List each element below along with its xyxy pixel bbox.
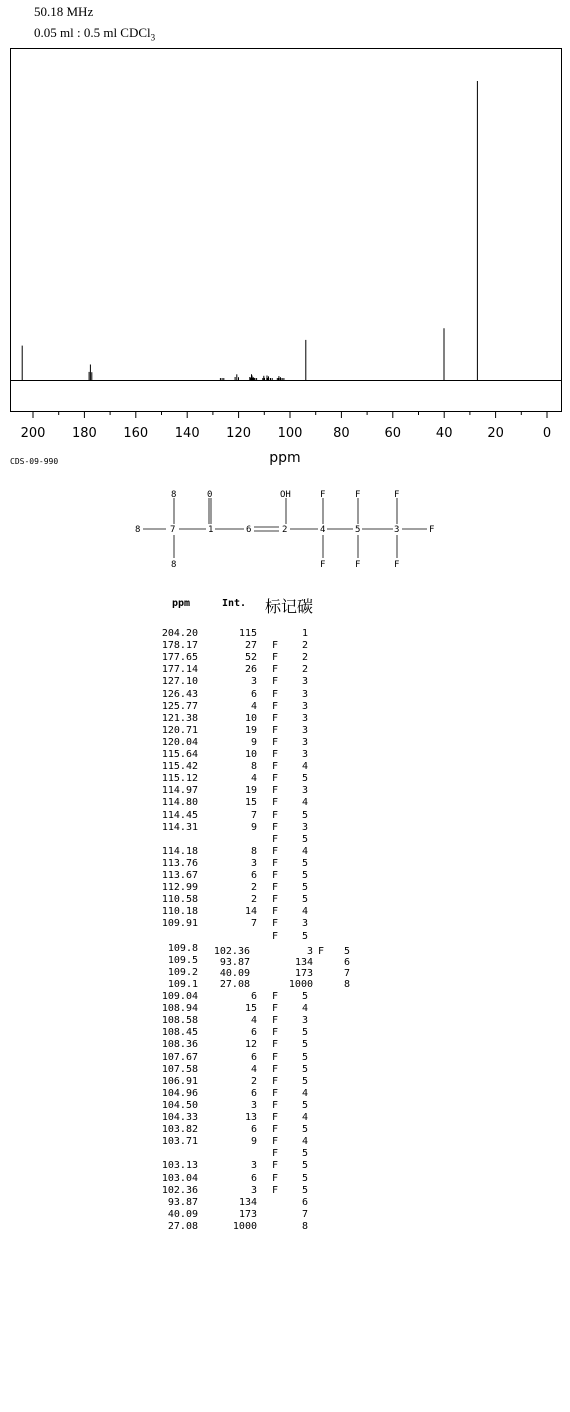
intensity-cell: 115 bbox=[238, 628, 257, 639]
fluorine-cell: F bbox=[272, 870, 279, 881]
fluorine-cell: F bbox=[272, 894, 279, 906]
carbon-cell: 5 bbox=[302, 1099, 309, 1111]
atom-label: F bbox=[320, 560, 326, 570]
carbon-cell: 5 bbox=[302, 1051, 309, 1063]
col-header-ppm: ppm bbox=[172, 598, 191, 609]
atom-label: 3 bbox=[394, 525, 400, 535]
overlay-intensity-cell: 3 bbox=[306, 946, 313, 957]
fluorine-cell: F bbox=[272, 1184, 279, 1196]
x-tick-label-160: 160 bbox=[123, 426, 149, 441]
carbon-cell: 5 bbox=[302, 1184, 309, 1196]
carbon-cell: 4 bbox=[302, 797, 309, 809]
ppm-cell: 178.17 bbox=[161, 640, 198, 652]
fluorine-cell: F bbox=[272, 1099, 279, 1111]
intensity-cell: 7 bbox=[250, 918, 257, 930]
carbon-cell: 5 bbox=[302, 809, 309, 821]
carbon-cell: 2 bbox=[302, 652, 309, 664]
carbon-cell: 2 bbox=[302, 640, 309, 652]
atom-label: 2 bbox=[282, 525, 288, 535]
ppm-cell: 108.94 bbox=[161, 1003, 198, 1015]
intensity-cell: 6 bbox=[250, 870, 257, 881]
ppm-cell: 108.45 bbox=[161, 1027, 198, 1039]
carbon-cell: 5 bbox=[302, 773, 309, 785]
intensity-cell: 9 bbox=[250, 821, 257, 833]
fluorine-cell: F bbox=[272, 1172, 279, 1184]
ppm-cell: 107.67 bbox=[161, 1051, 198, 1063]
intensity-cell: 13 bbox=[244, 1112, 257, 1123]
carbon-cell: 3 bbox=[302, 700, 309, 712]
ppm-cell: 177.14 bbox=[161, 664, 198, 676]
x-tick-label-100: 100 bbox=[277, 426, 303, 441]
fluorine-cell: F bbox=[272, 640, 279, 652]
ppm-cell: 108.36 bbox=[161, 1039, 198, 1051]
x-tick-label-60: 60 bbox=[384, 426, 402, 441]
ppm-cell: 103.04 bbox=[161, 1172, 198, 1184]
intensity-cell: 1000 bbox=[232, 1220, 257, 1232]
carbon-cell: 4 bbox=[302, 1136, 309, 1148]
sample-text: 0.05 ml : 0.5 ml CDCl bbox=[34, 25, 151, 40]
carbon-cell: 6 bbox=[302, 1196, 309, 1208]
ppm-cell: 93.87 bbox=[167, 1196, 198, 1208]
carbon-cell: 4 bbox=[302, 1087, 309, 1099]
ppm-cell: 120.04 bbox=[161, 736, 198, 748]
ppm-cell: 125.77 bbox=[161, 700, 198, 712]
fluorine-cell: F bbox=[272, 1112, 279, 1123]
intensity-cell: 4 bbox=[250, 1015, 257, 1027]
fluorine-cell: F bbox=[272, 1051, 279, 1063]
col-header-int: Int. bbox=[222, 598, 247, 609]
overlay-ppm-cell: 93.87 bbox=[219, 957, 250, 968]
fluorine-cell: F bbox=[272, 1003, 279, 1015]
intensity-cell: 15 bbox=[244, 797, 257, 809]
atom-label: 0 bbox=[207, 490, 213, 500]
intensity-cell: 6 bbox=[250, 991, 257, 1002]
sample-subscript: 3 bbox=[150, 32, 156, 43]
intensity-cell: 4 bbox=[250, 1063, 257, 1075]
ppm-cell: 107.58 bbox=[161, 1063, 198, 1075]
atom-label: 4 bbox=[320, 525, 326, 535]
ppm-cell: 109.8 bbox=[167, 942, 198, 954]
x-tick-label-80: 80 bbox=[333, 426, 350, 441]
ppm-cell: 177.65 bbox=[161, 652, 198, 664]
x-tick-label-180: 180 bbox=[71, 426, 97, 441]
spectrum-code: CDS-09-990 bbox=[10, 457, 59, 466]
ppm-cell: 114.18 bbox=[161, 845, 198, 857]
atom-label: 5 bbox=[355, 525, 361, 535]
atom-label: 7 bbox=[170, 525, 176, 535]
intensity-cell: 6 bbox=[250, 1124, 257, 1136]
intensity-cell: 19 bbox=[244, 785, 257, 797]
atom-label: F bbox=[429, 525, 435, 535]
overlay-ppm-cell: 40.09 bbox=[219, 968, 250, 979]
carbon-cell: 3 bbox=[302, 1015, 309, 1027]
fluorine-cell: F bbox=[272, 1160, 279, 1172]
ppm-cell: 126.43 bbox=[161, 688, 198, 700]
carbon-cell: 7 bbox=[302, 1208, 309, 1220]
ppm-cell: 109.04 bbox=[161, 991, 198, 1002]
atom-label: OH bbox=[280, 490, 291, 500]
intensity-cell: 6 bbox=[250, 688, 257, 700]
fluorine-cell: F bbox=[272, 821, 279, 833]
ppm-cell: 120.71 bbox=[161, 724, 198, 736]
fluorine-cell: F bbox=[272, 833, 279, 845]
ppm-cell: 114.45 bbox=[161, 809, 198, 821]
intensity-cell: 3 bbox=[250, 1184, 257, 1196]
carbon-cell: 5 bbox=[302, 1075, 309, 1087]
ppm-cell: 40.09 bbox=[167, 1208, 198, 1220]
spectrometer-frequency: 50.18 MHz bbox=[34, 4, 94, 19]
atom-label: F bbox=[394, 490, 400, 500]
ppm-cell: 113.76 bbox=[161, 857, 198, 869]
intensity-cell: 2 bbox=[250, 894, 257, 906]
carbon-cell: 4 bbox=[302, 1112, 309, 1123]
carbon-cell: 4 bbox=[302, 761, 309, 773]
intensity-cell: 8 bbox=[250, 761, 257, 773]
fluorine-cell: F bbox=[272, 736, 279, 748]
carbon-cell: 3 bbox=[302, 688, 309, 700]
plot-frame bbox=[11, 49, 562, 412]
fluorine-cell: F bbox=[272, 797, 279, 809]
fluorine-cell: F bbox=[272, 1075, 279, 1087]
intensity-cell: 19 bbox=[244, 724, 257, 736]
carbon-cell: 2 bbox=[302, 664, 309, 676]
overlay-carbon-cell: 7 bbox=[344, 968, 351, 979]
ppm-cell: 106.91 bbox=[161, 1075, 198, 1087]
fluorine-cell: F bbox=[272, 845, 279, 857]
fluorine-cell: F bbox=[272, 1124, 279, 1136]
intensity-cell: 10 bbox=[244, 712, 257, 724]
intensity-cell: 6 bbox=[250, 1172, 257, 1184]
carbon-cell: 5 bbox=[302, 930, 309, 942]
ppm-cell: 103.13 bbox=[161, 1160, 198, 1172]
ppm-cell: 104.96 bbox=[161, 1087, 198, 1099]
fluorine-cell: F bbox=[272, 652, 279, 664]
carbon-cell: 5 bbox=[302, 1039, 309, 1051]
intensity-cell: 3 bbox=[250, 1160, 257, 1172]
overlay-ppm-cell: 102.36 bbox=[213, 946, 250, 957]
carbon-cell: 5 bbox=[302, 1160, 309, 1172]
overlay-intensity-cell: 1000 bbox=[288, 979, 313, 990]
intensity-cell: 12 bbox=[244, 1039, 257, 1051]
intensity-cell: 3 bbox=[250, 857, 257, 869]
fluorine-cell: F bbox=[272, 700, 279, 712]
atom-label: 8 bbox=[171, 560, 177, 570]
ppm-cell: 113.67 bbox=[161, 870, 198, 881]
fluorine-cell: F bbox=[272, 761, 279, 773]
ppm-cell: 115.42 bbox=[161, 761, 198, 773]
x-tick-label-40: 40 bbox=[435, 426, 453, 441]
fluorine-cell: F bbox=[272, 809, 279, 821]
carbon-cell: 5 bbox=[302, 870, 309, 881]
carbon-cell: 5 bbox=[302, 1063, 309, 1075]
atom-label: F bbox=[394, 560, 400, 570]
ppm-cell: 110.58 bbox=[161, 894, 198, 906]
carbon-cell: 5 bbox=[302, 833, 309, 845]
overlay-ppm-cell: 27.08 bbox=[219, 979, 250, 990]
fluorine-cell: F bbox=[272, 1063, 279, 1075]
atom-label: 1 bbox=[208, 525, 214, 535]
fluorine-cell: F bbox=[272, 1087, 279, 1099]
overlay-carbon-cell: 8 bbox=[344, 979, 351, 990]
carbon-cell: 3 bbox=[302, 918, 309, 930]
overlay-fluorine-cell: F bbox=[318, 946, 325, 957]
carbon-cell: 5 bbox=[302, 894, 309, 906]
ppm-cell: 115.64 bbox=[161, 749, 198, 760]
fluorine-cell: F bbox=[272, 712, 279, 724]
ppm-cell: 27.08 bbox=[167, 1220, 198, 1232]
intensity-cell: 52 bbox=[244, 652, 257, 664]
fluorine-cell: F bbox=[272, 1148, 279, 1160]
atom-label: F bbox=[355, 560, 361, 570]
atom-label: 6 bbox=[246, 525, 252, 535]
x-axis-tick-labels bbox=[21, 426, 552, 441]
intensity-cell: 8 bbox=[250, 845, 257, 857]
molecule-structure bbox=[0, 478, 570, 576]
intensity-cell: 26 bbox=[244, 664, 257, 676]
intensity-cell: 9 bbox=[250, 736, 257, 748]
ppm-cell: 127.10 bbox=[161, 676, 198, 688]
fluorine-cell: F bbox=[272, 1136, 279, 1148]
x-tick-label-0: 0 bbox=[542, 426, 552, 441]
fluorine-cell: F bbox=[272, 991, 279, 1002]
carbon-cell: 3 bbox=[302, 821, 309, 833]
x-axis-ticks bbox=[33, 411, 547, 418]
intensity-cell: 6 bbox=[250, 1087, 257, 1099]
ppm-cell: 109.2 bbox=[167, 966, 198, 978]
ppm-cell: 114.80 bbox=[161, 797, 198, 809]
intensity-cell: 134 bbox=[238, 1196, 257, 1208]
nmr-spectrum-chart bbox=[0, 40, 570, 465]
ppm-cell: 104.33 bbox=[161, 1112, 198, 1123]
ppm-cell: 114.97 bbox=[161, 785, 198, 797]
intensity-cell: 3 bbox=[250, 676, 257, 688]
ppm-cell: 102.36 bbox=[161, 1184, 198, 1196]
fluorine-cell: F bbox=[272, 918, 279, 930]
carbon-cell: 3 bbox=[302, 712, 309, 724]
fluorine-cell: F bbox=[272, 688, 279, 700]
ppm-cell: 109.5 bbox=[167, 954, 198, 966]
fluorine-cell: F bbox=[272, 882, 279, 894]
overlay-carbon-cell: 6 bbox=[344, 957, 351, 968]
carbon-cell: 5 bbox=[302, 1148, 309, 1160]
carbon-cell: 8 bbox=[302, 1220, 309, 1232]
intensity-cell: 14 bbox=[244, 906, 257, 918]
carbon-cell: 4 bbox=[302, 845, 309, 857]
atom-label: 8 bbox=[135, 525, 141, 535]
x-tick-label-120: 120 bbox=[226, 426, 252, 441]
carbon-cell: 3 bbox=[302, 724, 309, 736]
col-header-carbon: 标记碳 bbox=[265, 599, 314, 616]
carbon-cell: 5 bbox=[302, 991, 309, 1002]
overlay-intensity-cell: 134 bbox=[294, 957, 313, 968]
carbon-cell: 5 bbox=[302, 1027, 309, 1039]
intensity-cell: 15 bbox=[244, 1003, 257, 1015]
carbon-cell: 5 bbox=[302, 857, 309, 869]
carbon-cell: 3 bbox=[302, 785, 309, 797]
carbon-cell: 3 bbox=[302, 749, 309, 760]
ppm-cell: 204.20 bbox=[161, 628, 198, 639]
x-tick-label-20: 20 bbox=[487, 426, 504, 441]
ppm-cell: 115.12 bbox=[161, 773, 198, 785]
fluorine-cell: F bbox=[272, 930, 279, 942]
intensity-cell: 9 bbox=[250, 1136, 257, 1148]
ppm-cell: 109.1 bbox=[167, 978, 198, 990]
atom-label: 8 bbox=[171, 490, 177, 500]
x-tick-label-140: 140 bbox=[174, 426, 200, 441]
intensity-cell: 3 bbox=[250, 1099, 257, 1111]
intensity-cell: 173 bbox=[238, 1208, 257, 1220]
fluorine-cell: F bbox=[272, 1039, 279, 1051]
carbon-cell: 3 bbox=[302, 676, 309, 688]
intensity-cell: 2 bbox=[250, 882, 257, 894]
fluorine-cell: F bbox=[272, 785, 279, 797]
ppm-cell: 103.71 bbox=[161, 1136, 198, 1148]
ppm-cell: 104.50 bbox=[161, 1099, 198, 1111]
overlay-intensity-cell: 173 bbox=[294, 968, 313, 979]
ppm-cell: 121.38 bbox=[161, 712, 198, 724]
atom-label: F bbox=[320, 490, 326, 500]
ppm-cell: 114.31 bbox=[161, 821, 198, 833]
intensity-cell: 10 bbox=[244, 749, 257, 760]
fluorine-cell: F bbox=[272, 773, 279, 785]
ppm-cell: 110.18 bbox=[161, 906, 198, 918]
carbon-cell: 5 bbox=[302, 1124, 309, 1136]
overlay-carbon-cell: 5 bbox=[344, 946, 351, 957]
carbon-cell: 5 bbox=[302, 1172, 309, 1184]
peak-group bbox=[22, 81, 477, 380]
intensity-cell: 27 bbox=[244, 640, 257, 652]
fluorine-cell: F bbox=[272, 676, 279, 688]
x-tick-label-200: 200 bbox=[20, 426, 46, 441]
carbon-cell: 4 bbox=[302, 906, 309, 918]
carbon-cell: 4 bbox=[302, 1003, 309, 1015]
intensity-cell: 2 bbox=[250, 1075, 257, 1087]
carbon-cell: 3 bbox=[302, 736, 309, 748]
fluorine-cell: F bbox=[272, 664, 279, 676]
intensity-cell: 7 bbox=[250, 809, 257, 821]
x-axis-label: ppm bbox=[269, 450, 301, 465]
intensity-cell: 6 bbox=[250, 1051, 257, 1063]
ppm-cell: 103.82 bbox=[161, 1124, 198, 1136]
fluorine-cell: F bbox=[272, 749, 279, 760]
ppm-cell: 108.58 bbox=[161, 1015, 198, 1027]
ppm-cell: 112.99 bbox=[161, 882, 198, 894]
fluorine-cell: F bbox=[272, 906, 279, 918]
carbon-cell: 5 bbox=[302, 882, 309, 894]
carbon-cell: 1 bbox=[302, 628, 309, 639]
ppm-cell: 109.91 bbox=[161, 918, 198, 930]
fluorine-cell: F bbox=[272, 724, 279, 736]
fluorine-cell: F bbox=[272, 1027, 279, 1039]
fluorine-cell: F bbox=[272, 857, 279, 869]
intensity-cell: 4 bbox=[250, 700, 257, 712]
intensity-cell: 6 bbox=[250, 1027, 257, 1039]
intensity-cell: 4 bbox=[250, 773, 257, 785]
atom-label: F bbox=[355, 490, 361, 500]
fluorine-cell: F bbox=[272, 1015, 279, 1027]
